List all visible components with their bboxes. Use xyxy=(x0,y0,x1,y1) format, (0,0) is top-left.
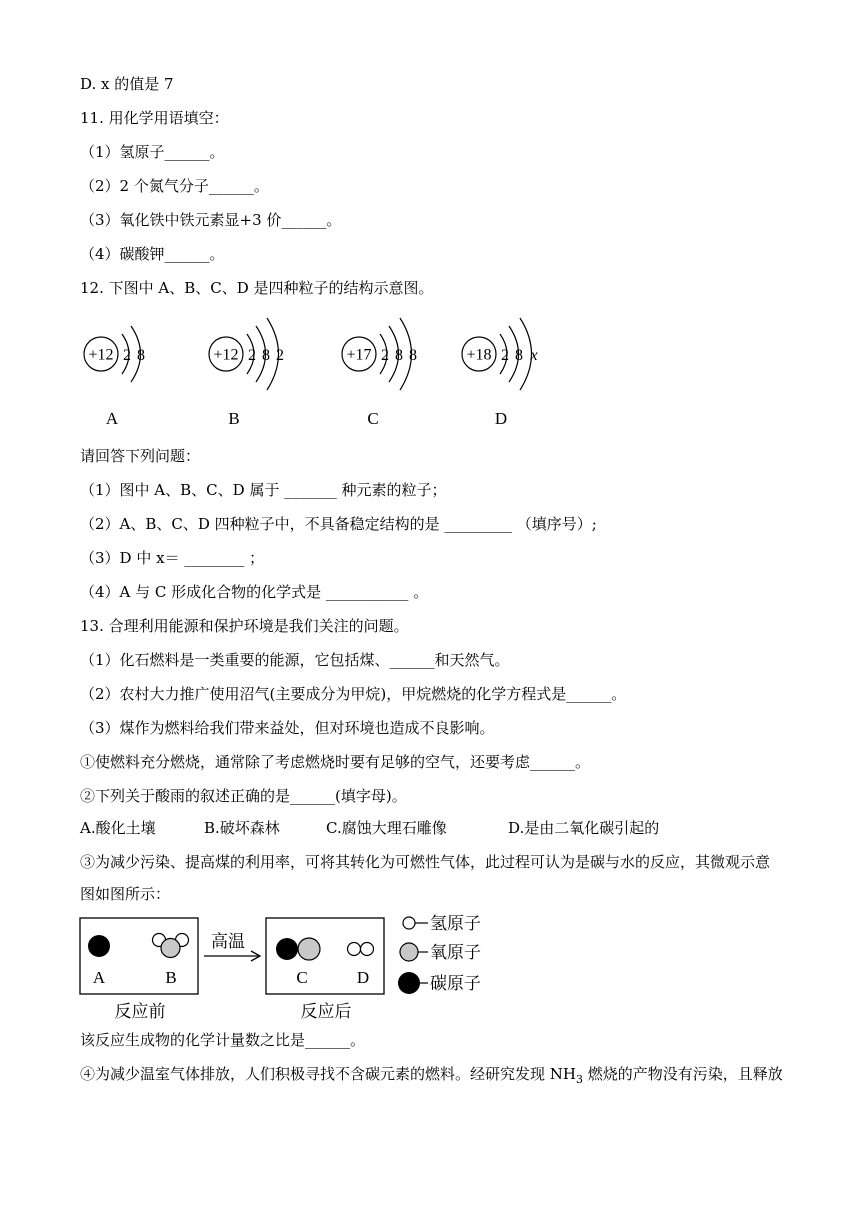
q12-part-3: （3）D 中 x＝ ________ ； xyxy=(80,549,265,567)
particle-c-label: C xyxy=(367,409,379,428)
acid-rain-options xyxy=(80,818,780,838)
particle-c-shell-3: 8 xyxy=(409,347,417,364)
caption-after: 反应后 xyxy=(300,1002,352,1021)
h2-molecule xyxy=(348,943,374,956)
particle-d-shell-2: 8 xyxy=(515,347,523,364)
particle-d-shell-3: x xyxy=(530,347,538,364)
q13-sub-3: ③为减少污染、提高煤的利用率，可将其转化为可燃性气体，此过程可认为是碳与水的反应，其微观示意 xyxy=(80,853,771,871)
reaction-condition: 高温 xyxy=(211,932,245,951)
particle-d-nucleus: +18 xyxy=(466,346,492,364)
particle-d xyxy=(462,318,538,428)
reaction-micro-diagram xyxy=(78,910,518,1024)
q13-sub-4-part-1: ④为减少温室气体排放，人们积极寻找不含碳元素的燃料。经研究发现 NH xyxy=(80,1065,576,1083)
q11-part-4: （4）碳酸钾______。 xyxy=(80,245,225,263)
q13-sub-3-question: 该反应生成物的化学计量数之比是______。 xyxy=(80,1031,366,1049)
q13-sub-4-part-2: 燃烧的产物没有污染，且释放 xyxy=(582,1065,783,1083)
q13-part-1: （1）化石燃料是一类重要的能源，它包括煤、______和天然气。 xyxy=(80,651,510,669)
particle-b-shell-2: 8 xyxy=(262,347,270,364)
particle-b-nucleus: +12 xyxy=(213,346,239,364)
label-a: A xyxy=(92,968,106,987)
particle-c-shell-2: 8 xyxy=(395,347,403,364)
particle-b-shell-3: 2 xyxy=(276,347,284,364)
particle-a-nucleus: +12 xyxy=(88,346,114,364)
carbon-atom xyxy=(88,935,110,957)
option-d-text: D. x 的值是 7 xyxy=(80,75,174,93)
q13-part-3: （3）煤作为燃料给我们带来益处，但对环境也造成不良影响。 xyxy=(80,719,495,737)
particle-a-label: A xyxy=(105,409,119,428)
particle-c xyxy=(342,318,417,428)
q13-sub-4 xyxy=(80,1064,783,1090)
legend-hydrogen xyxy=(403,914,481,933)
question-12-title: 12. 下图中 A、B、C、D 是四种粒子的结构示意图。 xyxy=(80,279,434,297)
q12-part-1: （1）图中 A、B、C、D 属于 _______ 种元素的粒子； xyxy=(80,481,447,499)
legend-carbon-label: 碳原子 xyxy=(430,974,481,993)
question-13-title: 13. 合理利用能源和保护环境是我们关注的问题。 xyxy=(80,617,409,635)
co-molecule xyxy=(276,938,320,960)
particle-b-label: B xyxy=(228,409,240,428)
particle-structure-diagram xyxy=(70,310,570,438)
q11-part-1: （1）氢原子______。 xyxy=(80,143,225,161)
option-c: C.腐蚀大理石雕像 xyxy=(326,819,447,837)
legend-carbon xyxy=(398,972,481,994)
water-molecule xyxy=(153,934,189,958)
q12-prompt: 请回答下列问题： xyxy=(80,447,201,465)
particle-b xyxy=(209,318,284,428)
question-11-title: 11. 用化学用语填空： xyxy=(80,109,229,127)
option-b: B.破坏森林 xyxy=(204,819,280,837)
legend-oxygen xyxy=(400,943,481,962)
particle-d-shell-1: 2 xyxy=(501,347,509,364)
particle-c-nucleus: +17 xyxy=(346,346,372,364)
label-d: D xyxy=(356,968,370,987)
label-b: B xyxy=(165,968,177,987)
particle-b-shell-1: 2 xyxy=(248,347,256,364)
nh3-subscript: 3 xyxy=(575,1073,583,1086)
option-d: D.是由二氧化碳引起的 xyxy=(508,819,660,837)
legend-hydrogen-label: 氢原子 xyxy=(430,914,481,933)
particle-a-shell-2: 8 xyxy=(137,347,145,364)
q13-sub-3-continued: 图如图所示： xyxy=(80,885,171,903)
particle-a-shell-1: 2 xyxy=(123,347,131,364)
particle-a xyxy=(84,326,145,428)
q11-part-2: （2）2 个氮气分子______。 xyxy=(80,177,269,195)
q11-part-3: （3）氧化铁中铁元素显+3 价______。 xyxy=(80,211,342,229)
q13-sub-2: ②下列关于酸雨的叙述正确的是______(填字母)。 xyxy=(80,787,407,805)
label-c: C xyxy=(296,968,308,987)
q13-sub-1: ①使燃料充分燃烧，通常除了考虑燃烧时要有足够的空气，还要考虑______。 xyxy=(80,753,591,771)
q13-part-2: （2）农村大力推广使用沼气(主要成分为甲烷)，甲烷燃烧的化学方程式是______。 xyxy=(80,685,627,703)
legend-oxygen-label: 氧原子 xyxy=(430,943,481,962)
particle-c-shell-1: 2 xyxy=(381,347,389,364)
caption-before: 反应前 xyxy=(114,1002,166,1021)
q12-part-2: （2）A、B、C、D 四种粒子中，不具备稳定结构的是 _________ （填序号）; xyxy=(80,515,597,533)
q12-part-4: （4）A 与 C 形成化合物的化学式是 ___________ 。 xyxy=(80,583,429,601)
option-a: A.酸化土壤 xyxy=(80,819,156,837)
particle-d-label: D xyxy=(494,409,508,428)
